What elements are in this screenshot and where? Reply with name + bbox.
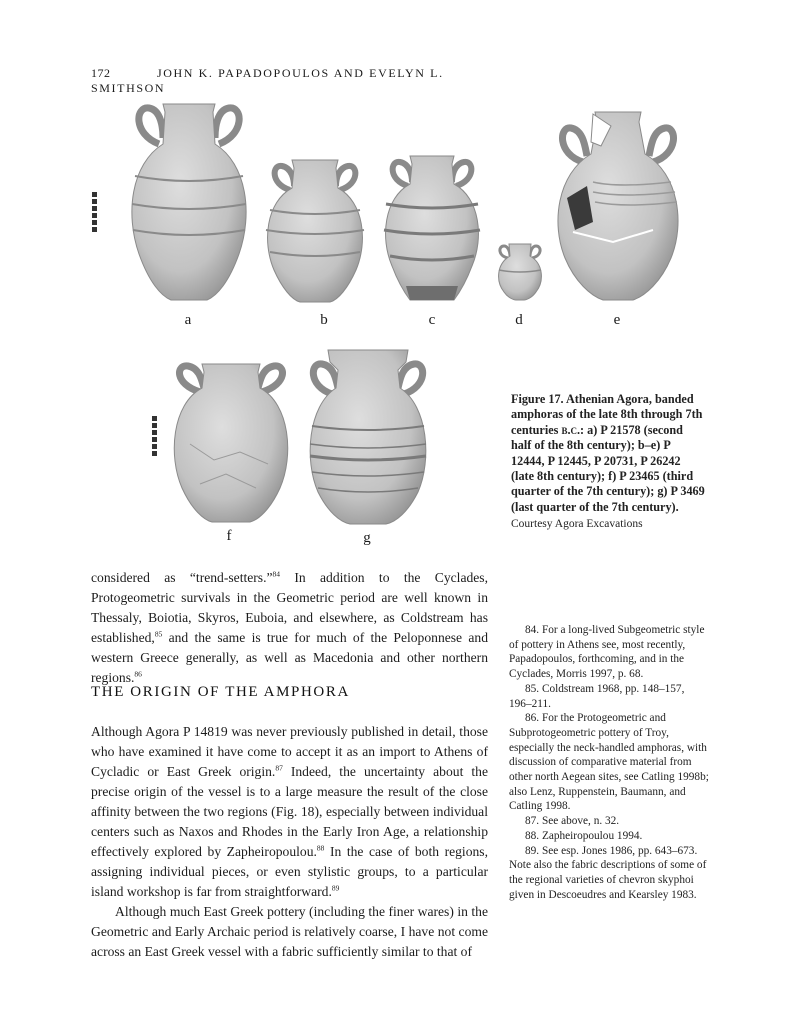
- caption-text-2: : a) P 21578 (second half of the 8th century); b–e) P 12444, P 12445, P 20731, P 26242 (late 8th century); f) P 23465 (third quarter of the 7th century); g) P 3469 (last quarter of the 7th century).: [511, 422, 705, 514]
- footnote-ref-88[interactable]: 88: [316, 843, 325, 853]
- amphora-c-image: [382, 156, 482, 300]
- vessel-label-c: c: [428, 312, 436, 328]
- vessel-label-b: b: [320, 312, 328, 328]
- footnote-87: 87. See above, n. 32.: [525, 815, 620, 828]
- vessel-label-a: a: [184, 312, 192, 328]
- scale-bar-bottom: [152, 416, 157, 458]
- text-run: considered as “trend-setters.”: [91, 570, 273, 585]
- vessel-label-d: d: [515, 312, 523, 328]
- vessel-label-e: e: [613, 312, 621, 328]
- footnote-89: 89. See esp. Jones 1986, pp. 643–673. Note also the fabric descriptions of some of the regional varieties of chevron skyphoi given in Descoeudres and Kearsley 1983.: [509, 844, 707, 901]
- text-run: In addition to the Cyclades, Protogeometric survivals in the Geometric period are well known in Thessaly, Boiotia, Skyros, Euboia, and elsewhere, as Coldstream has established,: [91, 570, 488, 645]
- running-head-authors: JOHN K. PAPADOPOULOS AND EVELYN L. SMITHSON: [91, 66, 444, 95]
- footnotes: [509, 623, 709, 902]
- footnote-85: 85. Coldstream 1968, pp. 148–157, 196–211.: [509, 682, 685, 710]
- caption-credit: Courtesy Agora Excavations: [511, 518, 643, 531]
- text-run: Although Agora P 14819 was never previously published in detail, those who have examined it have come to accept it as an import to Athens of Cycladic or East Greek origin.: [91, 724, 488, 779]
- section-heading: THE ORIGIN OF THE AMPHORA: [91, 684, 350, 700]
- text-run: Indeed, the uncertainty about the precise origin of the vessel is to a large measure the result of the close affinity between the two regions (Fig. 18), especially between individual centers such as Naxos and Rhodes in the Early Iron Age, a relationship effectively explored by Zapheiropoulou.: [91, 764, 488, 859]
- text-run: and the same is true for much of the Peloponnese and western Greece generally, as well as Macedonia and other northern regions.: [91, 630, 488, 685]
- vessel-label-f: f: [226, 528, 232, 544]
- amphora-f-image: [170, 364, 292, 522]
- footnote-ref-89[interactable]: 89: [331, 883, 340, 893]
- amphora-d-image: [496, 244, 544, 300]
- body-paragraph-2: [91, 722, 488, 962]
- footnote-84: 84. For a long-lived Subgeometric style of pottery in Athens see, most recently, Papadopoulos, forthcoming, and in the Cyclades, Morris 1997, p. 68.: [509, 624, 705, 681]
- amphora-e-image: [553, 112, 683, 300]
- body-paragraph-3: Although much East Greek pottery (including the finer wares) in the Geometric and Early Archaic period is relatively coarse, I have not come across an East Greek vessel with a fabric sufficiently similar to that of: [91, 904, 488, 959]
- amphora-b-image: [264, 160, 366, 302]
- scale-bar-top: [92, 192, 97, 234]
- footnote-88: 88. Zapheiropoulou 1994.: [525, 829, 643, 842]
- footnote-ref-84[interactable]: 84: [272, 569, 281, 579]
- footnote-ref-85[interactable]: 85: [154, 629, 163, 639]
- caption-text-1: Figure 17. Athenian Agora, banded amphoras of the late 8th through 7th centuries: [511, 392, 703, 437]
- caption-bc: b.c.: [561, 422, 581, 437]
- footnote-86: 86. For the Protogeometric and Subprotogeometric pottery of Troy, especially the neck-handled amphoras, with discussion of comparative material from other north Aegean sites, see Catling 1998b; also Lenz, Ruppenstein, Baumann, and Catling 1998.: [509, 712, 709, 813]
- page-number: 172: [91, 66, 111, 80]
- vessel-label-g: g: [363, 530, 371, 546]
- amphora-g-image: [306, 348, 430, 524]
- text-run: In the case of both regions, assigning individual pieces, or even stylistic groups, to a particular island workshop is far from straightforward.: [91, 844, 488, 899]
- figure-caption: [511, 392, 706, 533]
- footnote-ref-86[interactable]: 86: [134, 669, 142, 679]
- body-paragraph-1: [91, 568, 488, 688]
- amphora-a-image: [127, 104, 251, 300]
- footnote-ref-87[interactable]: 87: [275, 763, 283, 773]
